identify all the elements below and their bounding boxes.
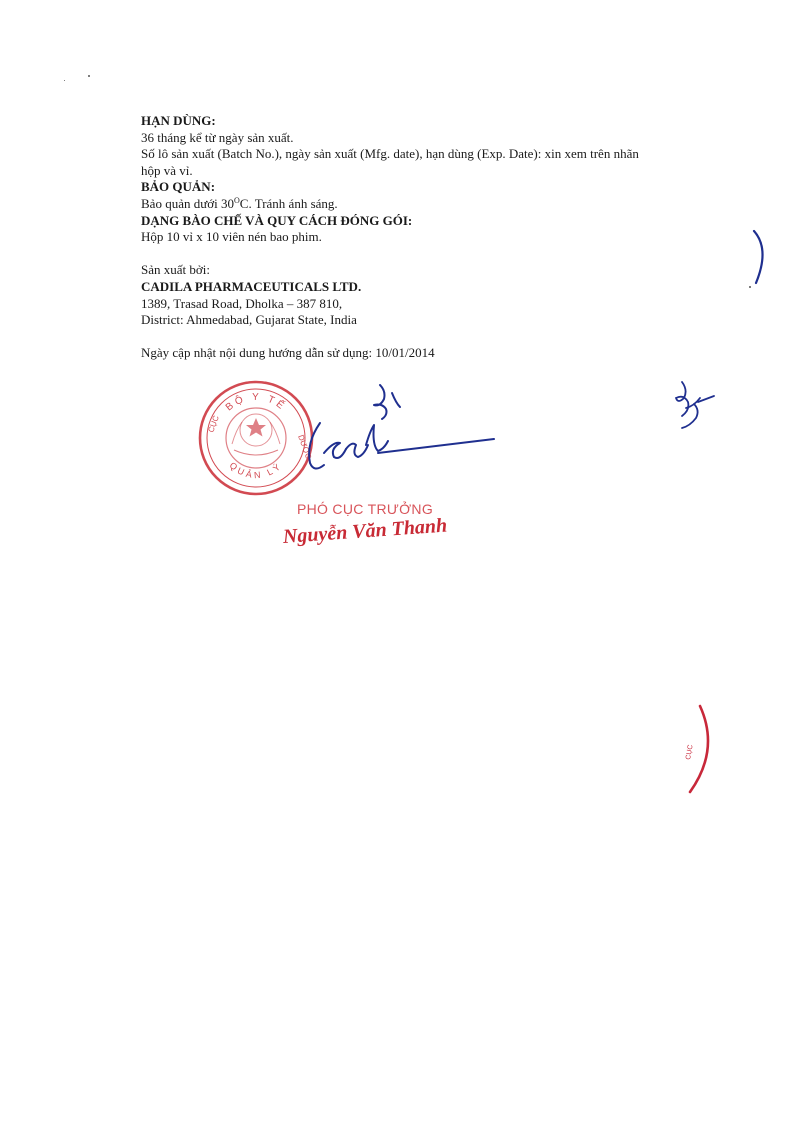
signatory-title: PHÓ CỤC TRƯỞNG <box>297 501 434 517</box>
storage-heading: BẢO QUẢN: <box>141 179 216 195</box>
manufacturer-address: District: Ahmedabad, Gujarat State, India <box>141 312 357 328</box>
scan-speck <box>64 80 65 81</box>
stamp-left-text: CỤC <box>206 414 221 434</box>
stamp-edge-arc <box>740 225 780 295</box>
storage-text: Bảo quản dưới $30^OC$. Tránh ánh sáng. <box>141 195 338 211</box>
signatory-name: Nguyễn Văn Thanh <box>282 514 448 548</box>
manufacturer-name: CADILA PHARMACEUTICALS LTD. <box>141 278 362 294</box>
manufacturer-address: 1389, Trasad Road, Dholka – 387 810, <box>141 295 343 311</box>
packaging-text: Hộp 10 vỉ x 10 viên nén bao phim. <box>141 229 322 245</box>
initials-mark <box>668 378 718 438</box>
signature <box>280 375 500 485</box>
shelf-life-heading: HẠN DÙNG: <box>141 113 216 128</box>
batch-info-line: Số lô sản xuất (Batch No.), ngày sản xuất (Mfg. date), hạn dùng (Exp. Date): xin xem trên nhãn <box>141 146 639 162</box>
shelf-life-line: 36 tháng kể từ ngày sản xuất. <box>141 129 294 145</box>
stamp-bottom-text: QUẢN LÝ <box>227 460 285 481</box>
stamp-top-text: BỘ Y TẾ <box>223 391 289 414</box>
update-date: Ngày cập nhật nội dung hướng dẫn sử dụng: 10/01/2014 <box>141 345 435 361</box>
scan-speck <box>88 75 90 77</box>
degree-superscript: O <box>234 195 240 205</box>
document-body <box>141 113 741 362</box>
batch-info-line-cont: hộp và vỉ. <box>141 162 193 178</box>
packaging-heading: DẠNG BÀO CHẾ VÀ QUY CÁCH ĐÓNG GÓI: <box>141 212 413 228</box>
stamp-right-text: DƯỢC <box>296 433 314 461</box>
manufacturer-label: Sản xuất bởi: <box>141 262 210 278</box>
svg-text:CỤC: CỤC <box>685 744 695 761</box>
stamp-edge-arc <box>682 700 722 800</box>
svg-text:QUẢN LÝ <box>228 460 285 480</box>
